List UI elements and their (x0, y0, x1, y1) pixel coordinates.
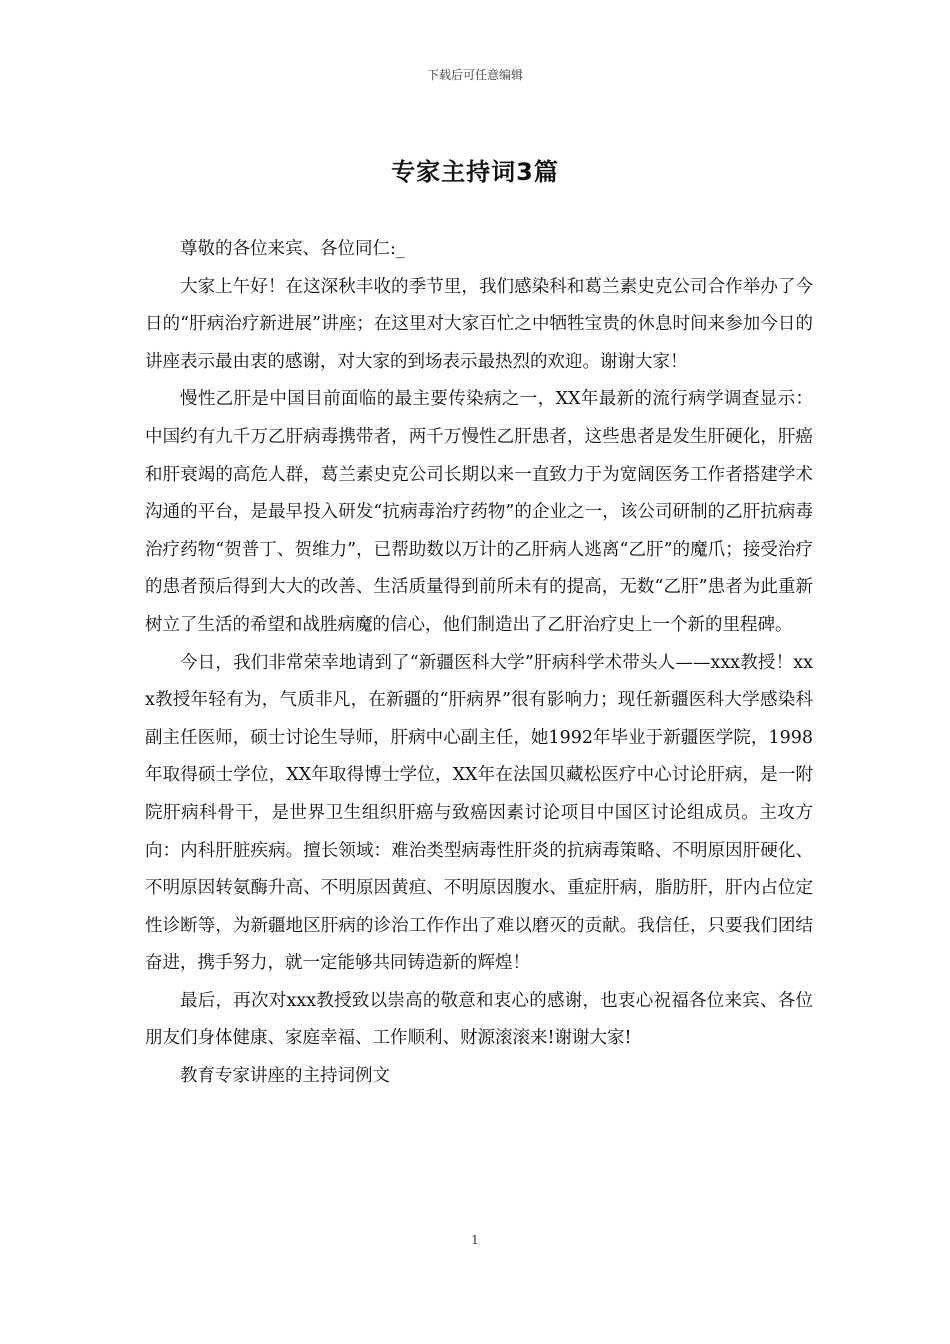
document-title: 专家主持词3篇 (391, 158, 559, 186)
paragraph-welcome: 大家上午好！在这深秋丰收的季节里，我们感染科和葛兰素史克公司合作举办了今日的“肝病治疗新进展”讲座；在这里对大家百忙之中牺牲宝贵的休息时间来参加今日的讲座表示最由衷的感谢，对大家的到场表示最热烈的欢迎。谢谢大家！ (145, 276, 813, 372)
paragraph-hepatitis-background: 慢性乙肝是中国目前面临的最主要传染病之一，XX年最新的流行病学调查显示：中国约有九千万乙肝病毒携带者，两千万慢性乙肝患者，这些患者是发生肝硬化，肝癌和肝衰竭的高危人群，葛兰素史克公司长期以来一直致力于为宽阔医务工作者搭建学术沟通的平台，是最早投入研发“抗病毒治疗药物”的企业之一，该公司研制的乙肝抗病毒治疗药物“贺普丁、贺维力”，已帮助数以万计的乙肝病人逃离“乙肝”的魔爪；接受治疗的患者预后得到大大的改善、生活质量得到前所未有的提高，无数“乙肝”患者为此重新树立了生活的希望和战胜病魔的信心，他们制造出了乙肝治疗史上一个新的里程碑。 (145, 389, 813, 635)
page-number: 1 (471, 1233, 479, 1247)
document-body (145, 231, 813, 1096)
header-note: 下载后可任意编辑 (426, 68, 523, 82)
paragraph-next-section-heading: 教育专家讲座的主持词例文 (180, 1066, 390, 1087)
paragraph-salutation: 尊敬的各位来宾、各位同仁:_ (180, 239, 405, 259)
paragraph-closing: 最后，再次对xxx教授致以崇高的敬意和衷心的感谢，也衷心祝福各位来宾、各位朋友们身体健康、家庭幸福、工作顺利、财源滚滚来!谢谢大家! (145, 990, 813, 1049)
paragraph-speaker-introduction: 今日，我们非常荣幸地请到了“新疆医科大学”肝病科学术带头人——xxx教授！xxx教授年轻有为，气质非凡，在新疆的“肝病界”很有影响力；现任新疆医科大学感染科副主任医师，硕士讨论生导师，肝病中心副主任，她1992年毕业于新疆医学院，1998年取得硕士学位，XX年取得博士学位，XX年在法国贝藏松医疗中心讨论肝病，是一附院肝病科骨干，是世界卫生组织肝癌与致癌因素讨论项目中国区讨论组成员。主攻方向：内科肝脏疾病。擅长领域：难治类型病毒性肝炎的抗病毒策略、不明原因肝硬化、不明原因转氨酶升高、不明原因黄疸、不明原因腹水、重症肝病，脂肪肝，肝内占位定性诊断等，为新疆地区肝病的诊治工作作出了难以磨灭的贡献。我信任，只要我们团结奋进，携手努力，就一定能够共同铸造新的辉煌！ (145, 652, 813, 974)
